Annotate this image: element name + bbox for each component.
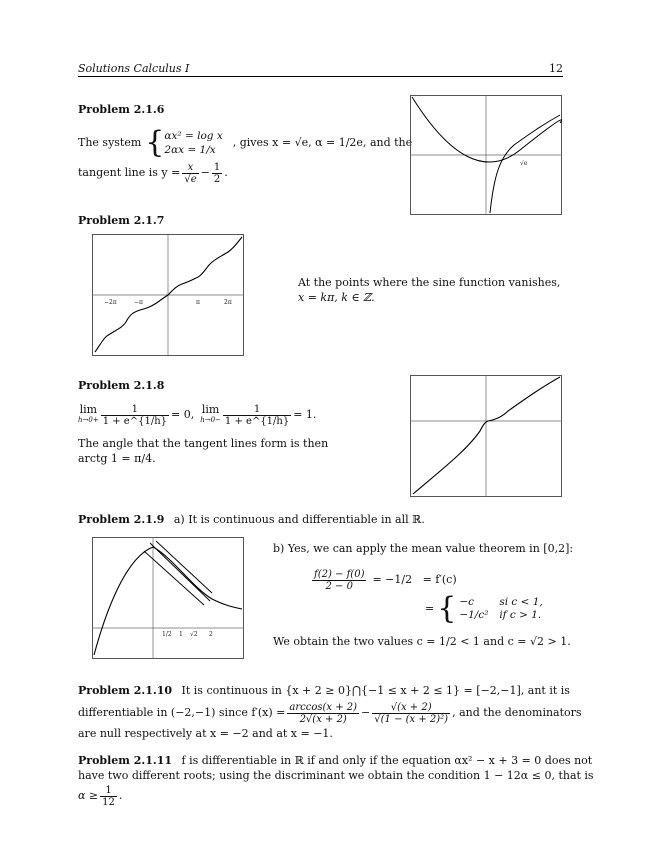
case-value: −c (459, 596, 474, 608)
text: f is differentiable in ℝ if and only if the equation αx² − x + 3 = 0 does not (181, 754, 593, 767)
numerator: f(2) − f(0) (314, 568, 365, 580)
problem-2-1-7-text2: x = kπ, k ∈ ℤ. (298, 291, 375, 304)
text: , and the denominators (452, 706, 582, 719)
problem-2-1-8-text1: The angle that the tangent lines form is then (78, 437, 329, 450)
limit-2 (200, 405, 221, 425)
denominator: 2√(x + 2) (299, 713, 347, 725)
fraction (101, 404, 169, 427)
problem-2-1-11-title: Problem 2.1.11 (78, 754, 173, 767)
numerator: 1 (100, 785, 117, 797)
numerator: arccos(x + 2) (289, 701, 358, 713)
figure-2-1-8 (410, 375, 562, 497)
numerator: 1 (213, 161, 221, 173)
curve (95, 237, 242, 352)
text: It is continuous in {x + 2 ≥ 0}⋂{−1 ≤ x + 2 ≤ 1} = [−2,−1], ant it is (181, 684, 570, 697)
tick-label: √2 (190, 631, 198, 638)
problem-2-1-6-title: Problem 2.1.6 (78, 103, 165, 116)
lim: lim (201, 403, 220, 416)
lim-sub: h→0− (200, 416, 221, 424)
page-number: 12 (549, 62, 563, 75)
denominator: 2 (213, 173, 221, 185)
fraction (223, 404, 291, 427)
secant-line (150, 543, 210, 601)
denominator: 1 + e^{1/h} (224, 415, 290, 427)
fraction (372, 702, 450, 725)
problem-2-1-9-b: b) Yes, we can apply the mean value theorem in [0,2]: (273, 542, 574, 555)
tick-label: 1 (179, 631, 183, 638)
problem-2-1-10-line3: are null respectively at x = −2 and at x = −1. (78, 727, 333, 740)
text: a) It is continuous and differentiable in all ℝ. (173, 513, 425, 526)
problem-2-1-7-title: Problem 2.1.7 (78, 214, 165, 227)
system-eq-2: 2αx = 1/x (164, 144, 216, 156)
tick-label: 1/2 (162, 631, 172, 638)
numerator: 1 (101, 404, 169, 416)
problem-2-1-10-title: Problem 2.1.10 (78, 684, 173, 697)
lim-sub: h→0+ (78, 416, 99, 424)
denominator: 1 + e^{1/h} (102, 415, 167, 427)
fraction (312, 569, 366, 592)
numerator: x (182, 162, 198, 174)
text: = −1/2 = f′(c) (372, 573, 457, 586)
fraction (182, 162, 198, 185)
text: α ≥ (78, 789, 99, 802)
problem-2-1-11-line3 (78, 782, 122, 810)
problem-2-1-8-title: Problem 2.1.8 (78, 379, 165, 392)
curve (94, 547, 242, 655)
text: − (361, 706, 371, 719)
text: = (425, 602, 435, 615)
problem-2-1-7-text1: At the points where the sine function vanishes, (298, 276, 561, 289)
fraction (100, 785, 117, 808)
text: , gives x = √e, α = 1/2e, and the (232, 136, 413, 149)
case-value: −1/c² (459, 609, 489, 621)
case-row (459, 609, 542, 622)
text: tangent line is y = (78, 166, 181, 179)
brace: { (145, 125, 165, 160)
text: . (118, 789, 123, 802)
tangent-line (156, 541, 212, 593)
figure-2-1-7 (92, 234, 244, 356)
denominator: 12 (102, 796, 115, 808)
problem-2-1-9-result: We obtain the two values c = 1/2 < 1 and c = √2 > 1. (273, 635, 571, 648)
text: = 1. (293, 408, 317, 421)
tick-label: −π (134, 299, 143, 306)
tick-label: 2π (224, 299, 232, 306)
text: . (224, 166, 228, 179)
problem-2-1-8-text2: arctg 1 = π/4. (78, 452, 156, 465)
problem-2-1-10-line1 (78, 684, 570, 698)
numerator: 1 (223, 404, 291, 416)
frame (93, 538, 244, 659)
problem-2-1-9-title: Problem 2.1.9 (78, 513, 165, 526)
system-eq-1: αx² = log x (164, 130, 223, 142)
case-rows (459, 596, 542, 622)
header-title: Solutions Calculus I (78, 62, 190, 75)
mean-value-equation (310, 565, 457, 595)
fig-label: √e (520, 160, 528, 167)
brace: { (437, 591, 457, 626)
figure-2-1-9 (92, 537, 244, 659)
problem-2-1-6-line2 (78, 160, 228, 186)
problem-2-1-10-line2 (78, 698, 582, 728)
curve (413, 377, 560, 494)
denominator: √(1 − (x + 2)²) (374, 713, 449, 725)
page-header (78, 62, 563, 77)
problem-2-1-11-line1 (78, 754, 592, 768)
text: = 0, (171, 408, 195, 421)
problem-2-1-6-line1 (78, 125, 413, 160)
denominator: √e (184, 173, 197, 185)
problem-2-1-8-limits (78, 400, 316, 430)
tick-label: −2π (104, 299, 117, 306)
text: The system (78, 136, 142, 149)
tick-label: 2 (209, 631, 213, 638)
parabola-curve (412, 97, 562, 162)
system-equations (164, 129, 222, 157)
case-condition: si c < 1, (499, 596, 543, 608)
problem-2-1-9-a (78, 513, 425, 527)
case-row (459, 596, 542, 609)
text: − (200, 166, 210, 179)
case-condition: if c > 1. (499, 609, 542, 621)
limit-1 (78, 405, 99, 425)
tick-label: π (196, 299, 200, 306)
denominator: 2 − 0 (325, 580, 353, 592)
lim: lim (79, 403, 98, 416)
numerator: √(x + 2) (372, 702, 450, 714)
problem-2-1-11-line2: have two different roots; using the discriminant we obtain the condition 1 − 12α ≤ 0, that is (78, 769, 594, 782)
cases (425, 591, 543, 626)
fraction (212, 162, 222, 185)
figure-2-1-6 (410, 95, 562, 215)
text: differentiable in (−2,−1) since f′(x) = (78, 706, 286, 719)
fraction (287, 702, 359, 725)
